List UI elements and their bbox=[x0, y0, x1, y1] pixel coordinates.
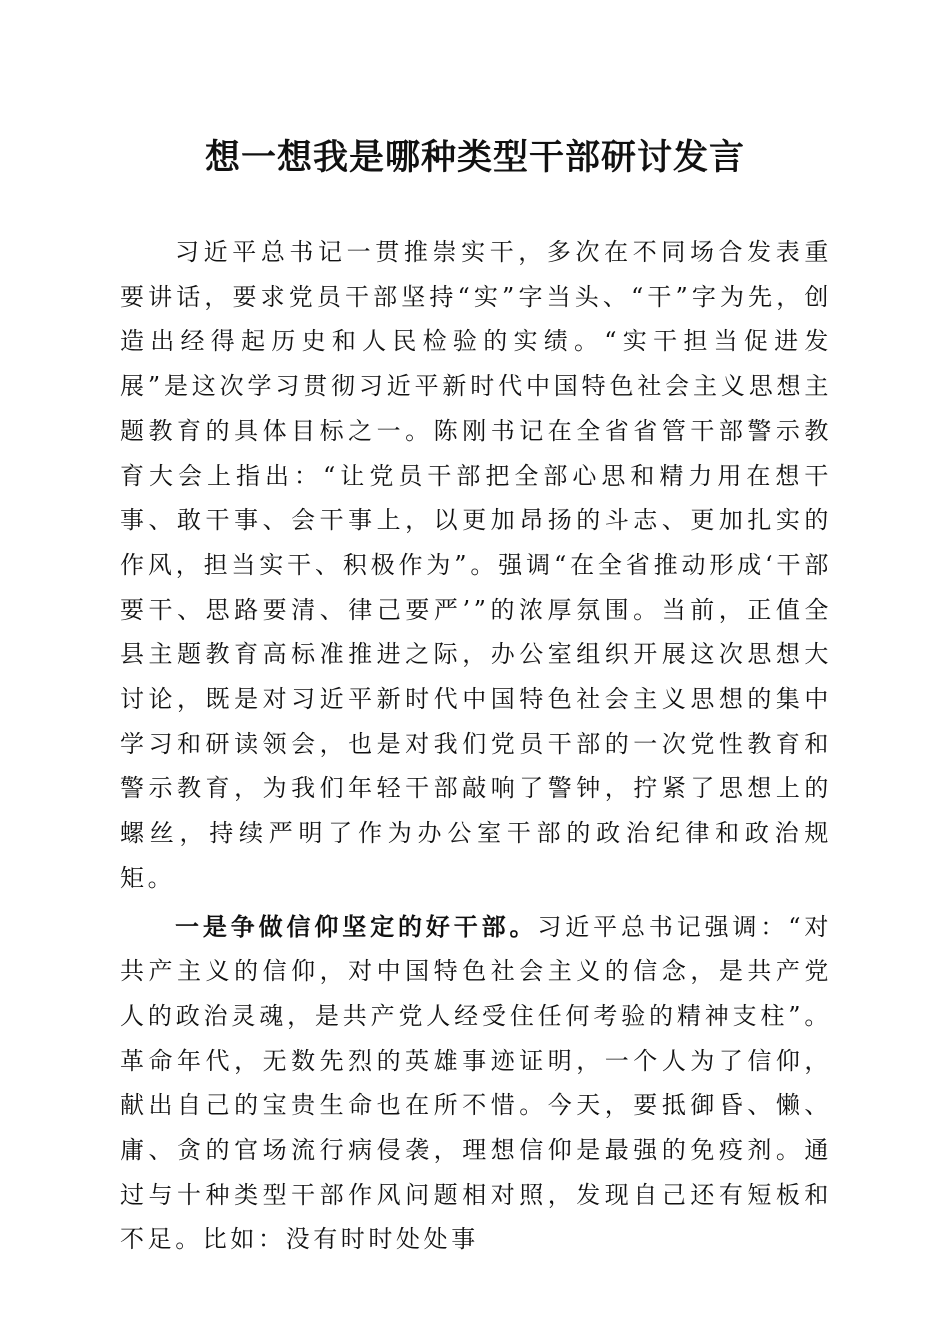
page-title: 想一想我是哪种类型干部研讨发言 bbox=[204, 137, 745, 178]
paragraph-point-one-text: 习近平总书记强调：“对共产主义的信仰，对中国特色社会主义的信念，是共产党人的政治灵魂，是共产党人经受住任何考验的精神支柱”。革命年代，无数先烈的英雄事迹证明，一个人为了信仰，献出自己的宝贵生命也在所不惜。今天，要抵御昏、懒、庸、贪的官场流行病侵袭，理想信仰是最强的免疫剂。通过与十种类型干部作风问题相对照，发现自己还有短板和不足。比如：没有时时处处事 bbox=[120, 912, 832, 1254]
paragraph-intro bbox=[120, 230, 832, 901]
paragraph-intro-text: 习近平总书记一贯推崇实干，多次在不同场合发表重要讲话，要求党员干部坚持“实”字当头、“干”字为先，创造出经得起历史和人民检验的实绩。“实干担当促进发展”是这次学习贯彻习近平新时代中国特色社会主义思想主题教育的具体目标之一。陈刚书记在全省省管干部警示教育大会上指出：“让党员干部把全部心思和精力用在想干事、敢干事、会干事上，以更加昂扬的斗志、更加扎实的作风，担当实干、积极作为”。强调“在全省推动形成‘干部要干、思路要清、律己要严’”的浓厚氛围。当前，正值全县主题教育高标准推进之际，办公室组织开展这次思想大讨论，既是对习近平新时代中国特色社会主义思想的集中学习和研读领会，也是对我们党员干部的一次党性教育和警示教育，为我们年轻干部敲响了警钟，拧紧了思想上的螺丝，持续严明了作为办公室干部的政治纪律和政治规矩。 bbox=[120, 238, 832, 892]
paragraph-point-one-lead: 一是争做信仰坚定的好干部。 bbox=[175, 911, 538, 941]
paragraph-point-one bbox=[120, 905, 832, 1263]
document-body bbox=[120, 230, 832, 1266]
